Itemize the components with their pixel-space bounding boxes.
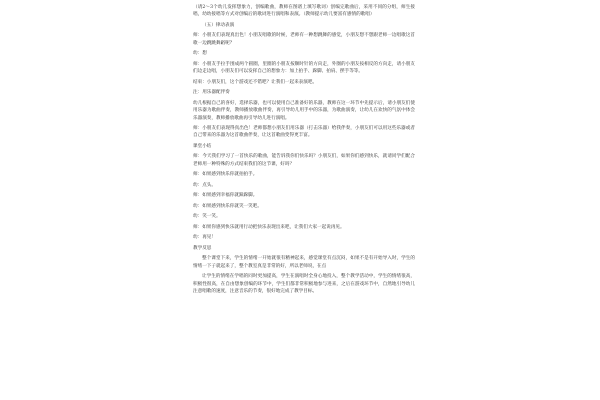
paragraph: 师：如果你感到快乐就用行动把快乐表现出来吧，让我们大家一起说再见。 (193, 224, 345, 230)
paragraph: 让学生的情绪在学唱的同时更加提高，学生在演唱时全身心地投入，整个教学活动中，学生的情绪很高，积极性很高，在自由想象创编的环节中，学生们都非常积极地参与进来，之后在游戏环节中，自然地引导幼儿注意唱歌的速度，注意音乐的节奏，很好地完成了教学目标。 (193, 274, 415, 295)
document-body (193, 4, 415, 299)
paragraph: 幼：如果感到快乐你就笑一笑吧。 (193, 203, 262, 209)
paragraph: 师：小朋友们表现得真出色！老师都想小朋友们用乐器（打击乐器）给我伴奏，小朋友们可以用这些乐器或者自己带来的乐器为这首歌曲伴奏，让这首歌曲变得更丰富。 (193, 126, 415, 139)
paragraph: 师：如果感到快乐你就拍拍手。 (193, 172, 258, 178)
section-heading: （五）律动表演 (202, 22, 235, 28)
paragraph: 幼儿根据自己的喜好，选择乐器，也可以使用自己准备好的乐器，教师在这一环节中先提示后，请小朋友们使用乐器为歌曲伴奏，教师播放歌曲伴奏，再引导幼儿用手中的乐器，为歌曲演奏，让幼儿在欢快的气氛中体会乐器演奏，教师播放歌曲再引导幼儿进行演唱。 (193, 100, 415, 121)
paragraph: 师：小朋友们表现真出色！小朋友唱歌的时候，老师有一种想跳舞的感觉，小朋友想不想跟老师一边唱歌这首歌一边跳跳舞蹈呢？ (193, 33, 415, 46)
section-heading: 课堂小结 (193, 143, 212, 149)
paragraph: 注：用乐器配伴奏 (193, 90, 230, 96)
paragraph: 整个课堂下来，学生的情绪一开始就很有精神起来，感觉课堂有点沉闷，如果不是有开始导入时，学生的情绪一下子就起来了，整个教室真是非常的好，所以老师说，在点 (193, 256, 415, 269)
paragraph: 结束：小朋友们，这个游戏还不错吧？让我们一起来表演吧。 (193, 79, 318, 85)
paragraph: 幼：点头。 (193, 182, 216, 188)
paragraph: （请2～3个幼儿发挥想象力，创编歌曲，教师在图谱上填写歌词）创编完歌曲后，采用不同的分组，师生接唱，幼幼接唱等方式对创编后的歌词进行演唱和表演。（教师提示幼儿要富有感情的歌唱） (193, 5, 415, 18)
paragraph: 师：如果感到幸福你就跺跺脚。 (193, 193, 258, 199)
paragraph: 幼：笑一笑。 (193, 214, 221, 220)
paragraph: 师：今天我们学习了一首快乐的歌曲，能告诉我你们快乐吗？小朋友们，如果你们感到快乐，就请同学们配合老师用一种特殊的方式结束我们的这节课，好吗？ (193, 154, 415, 167)
section-heading: 教学反思 (193, 245, 212, 251)
paragraph: 师：小朋友手拉手围成两个圆圈，里圈的小朋友按顺时针的方向走，外圈的小朋友按相反的方向走，请小朋友们边走边唱，小朋友们可以发挥自己的想象力：加上拍手、跺脚、拍肩、摆手等等。 (193, 61, 415, 75)
paragraph: 幼：想 (193, 51, 207, 57)
paragraph: 幼：再见！ (193, 235, 216, 241)
